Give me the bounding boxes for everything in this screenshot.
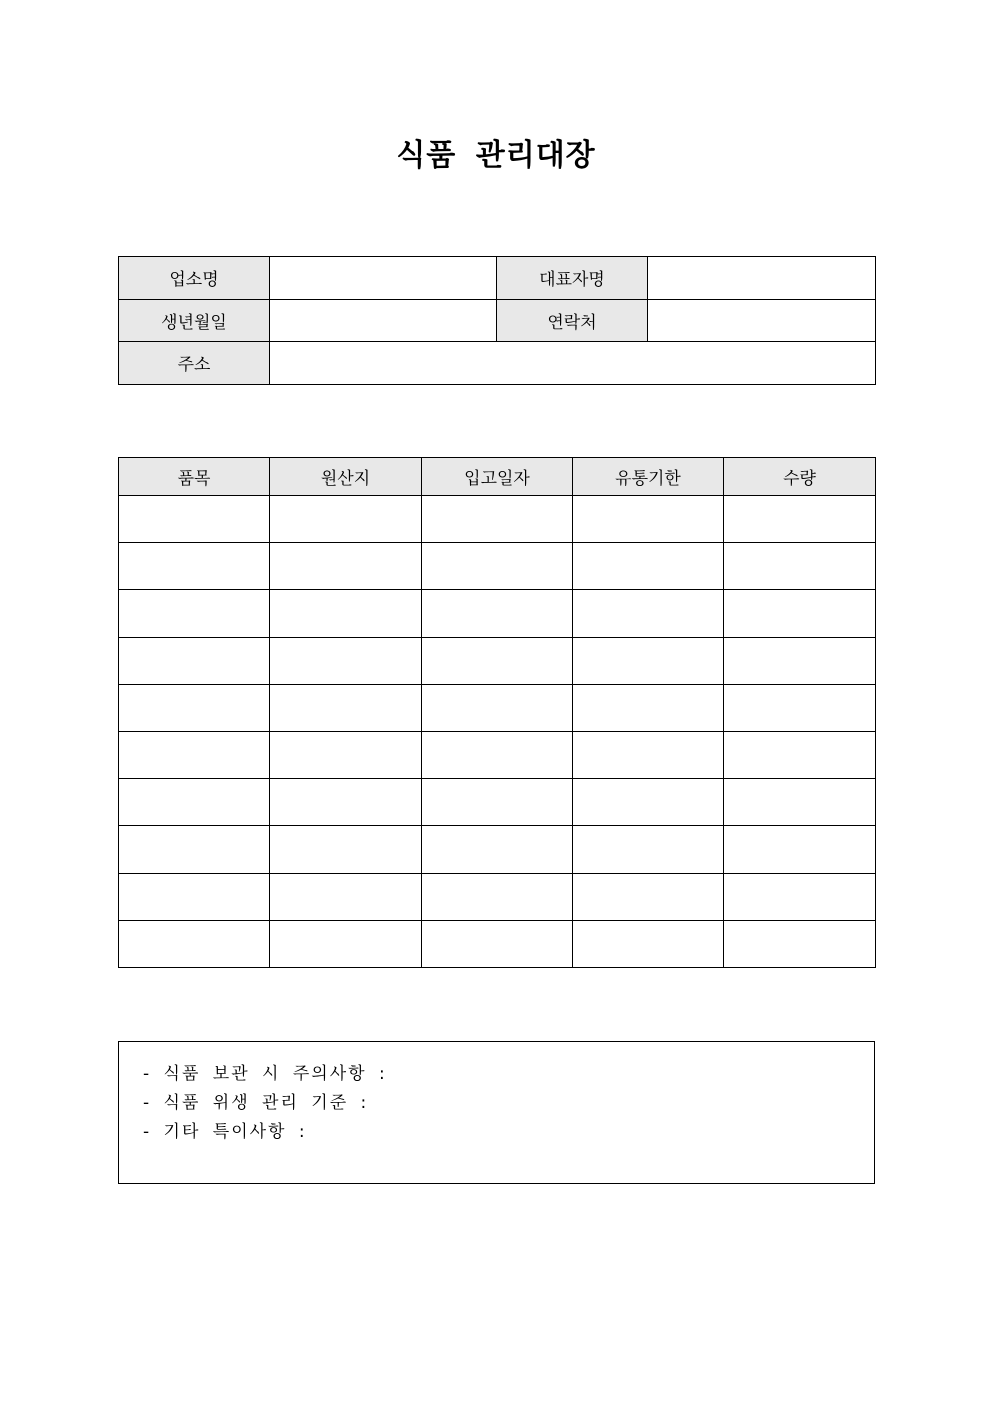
item-cell[interactable]	[119, 590, 270, 637]
quantity-cell[interactable]	[724, 826, 876, 873]
table-row	[119, 637, 876, 684]
expiry-date-cell[interactable]	[573, 543, 724, 590]
origin-cell[interactable]	[270, 637, 422, 684]
origin-cell[interactable]	[270, 920, 422, 967]
origin-cell[interactable]	[270, 731, 422, 778]
quantity-cell[interactable]	[724, 731, 876, 778]
quantity-cell[interactable]	[724, 543, 876, 590]
expiry-date-cell[interactable]	[573, 873, 724, 920]
origin-cell[interactable]	[270, 873, 422, 920]
expiry-date-cell[interactable]	[573, 826, 724, 873]
received-date-cell[interactable]	[422, 684, 573, 731]
received-date-cell[interactable]	[422, 543, 573, 590]
origin-cell[interactable]	[270, 684, 422, 731]
items-header-row	[119, 458, 876, 496]
expiry-date-cell[interactable]	[573, 731, 724, 778]
expiry-date-cell[interactable]	[573, 496, 724, 543]
received-date-cell[interactable]	[422, 779, 573, 826]
item-cell[interactable]	[119, 637, 270, 684]
note-hygiene-standards: - 식품 위생 관리 기준 :	[143, 1093, 369, 1113]
address-label: 주소	[119, 342, 270, 385]
item-cell[interactable]	[119, 779, 270, 826]
birthdate-field[interactable]	[270, 299, 497, 342]
table-row	[119, 920, 876, 967]
column-header-received-date: 입고일자	[422, 458, 573, 496]
table-row	[119, 826, 876, 873]
business-name-field[interactable]	[270, 257, 497, 300]
notes-box	[118, 1041, 875, 1184]
received-date-cell[interactable]	[422, 873, 573, 920]
info-row-business	[119, 257, 876, 300]
birthdate-label: 생년월일	[119, 299, 270, 342]
address-field[interactable]	[270, 342, 876, 385]
received-date-cell[interactable]	[422, 731, 573, 778]
column-header-origin: 원산지	[270, 458, 422, 496]
expiry-date-cell[interactable]	[573, 590, 724, 637]
quantity-cell[interactable]	[724, 496, 876, 543]
notes-list	[119, 1042, 874, 1147]
origin-cell[interactable]	[270, 826, 422, 873]
item-cell[interactable]	[119, 496, 270, 543]
info-row-personal	[119, 299, 876, 342]
quantity-cell[interactable]	[724, 684, 876, 731]
representative-label: 대표자명	[497, 257, 648, 300]
expiry-date-cell[interactable]	[573, 920, 724, 967]
quantity-cell[interactable]	[724, 779, 876, 826]
table-row	[119, 543, 876, 590]
quantity-cell[interactable]	[724, 873, 876, 920]
document-title: 식품 관리대장	[396, 138, 596, 173]
food-items-table	[118, 457, 876, 968]
origin-cell[interactable]	[270, 543, 422, 590]
quantity-cell[interactable]	[724, 637, 876, 684]
note-storage-precautions: - 식품 보관 시 주의사항 :	[143, 1064, 387, 1084]
representative-field[interactable]	[648, 257, 876, 300]
business-info-table	[118, 256, 876, 385]
table-row	[119, 779, 876, 826]
business-name-label: 업소명	[119, 257, 270, 300]
table-row	[119, 496, 876, 543]
contact-label: 연락처	[497, 299, 648, 342]
origin-cell[interactable]	[270, 590, 422, 637]
received-date-cell[interactable]	[422, 590, 573, 637]
expiry-date-cell[interactable]	[573, 684, 724, 731]
contact-field[interactable]	[648, 299, 876, 342]
table-row	[119, 590, 876, 637]
column-header-quantity: 수량	[724, 458, 876, 496]
origin-cell[interactable]	[270, 779, 422, 826]
column-header-expiry-date: 유통기한	[573, 458, 724, 496]
expiry-date-cell[interactable]	[573, 637, 724, 684]
received-date-cell[interactable]	[422, 826, 573, 873]
received-date-cell[interactable]	[422, 637, 573, 684]
quantity-cell[interactable]	[724, 920, 876, 967]
item-cell[interactable]	[119, 731, 270, 778]
item-cell[interactable]	[119, 873, 270, 920]
info-row-address	[119, 342, 876, 385]
note-other-remarks: - 기타 특이사항 :	[143, 1122, 307, 1142]
origin-cell[interactable]	[270, 496, 422, 543]
item-cell[interactable]	[119, 826, 270, 873]
item-cell[interactable]	[119, 920, 270, 967]
quantity-cell[interactable]	[724, 590, 876, 637]
item-cell[interactable]	[119, 684, 270, 731]
table-row	[119, 684, 876, 731]
table-row	[119, 873, 876, 920]
items-table-body	[119, 496, 876, 968]
item-cell[interactable]	[119, 543, 270, 590]
column-header-item: 품목	[119, 458, 270, 496]
expiry-date-cell[interactable]	[573, 779, 724, 826]
received-date-cell[interactable]	[422, 920, 573, 967]
table-row	[119, 731, 876, 778]
received-date-cell[interactable]	[422, 496, 573, 543]
